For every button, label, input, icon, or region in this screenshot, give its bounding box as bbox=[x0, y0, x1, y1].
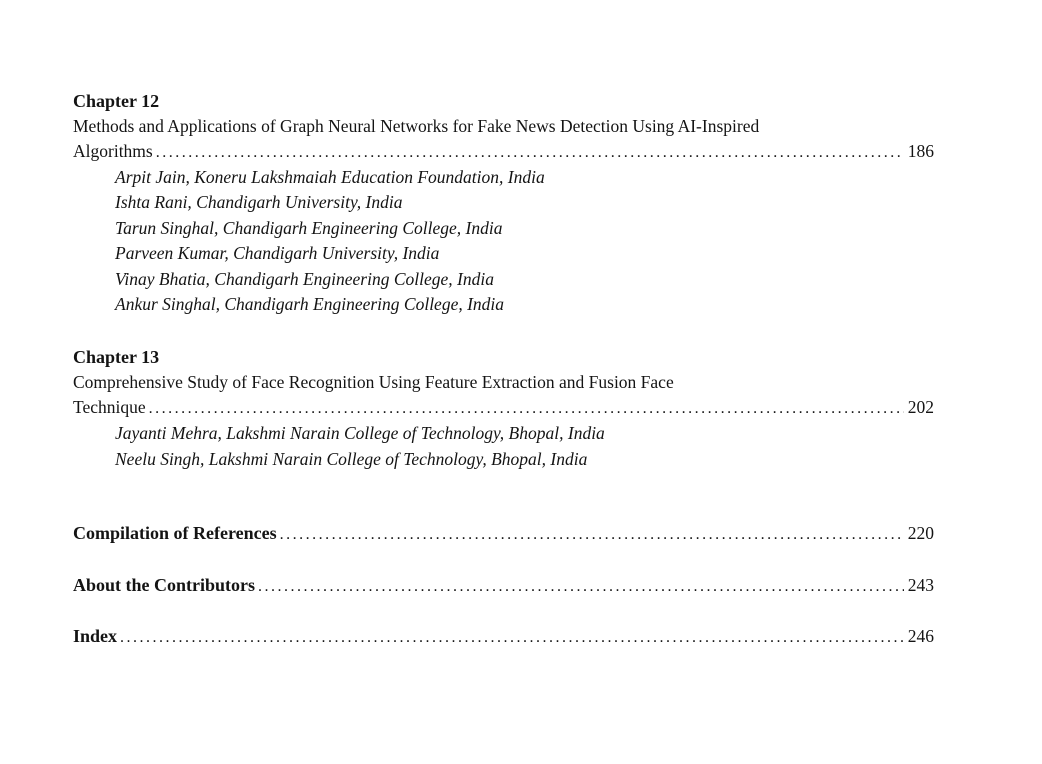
author-list bbox=[115, 165, 934, 317]
author-line: Ankur Singhal, Chandigarh Engineering College, India bbox=[115, 294, 505, 315]
back-matter-section bbox=[73, 521, 934, 650]
dotted-leader bbox=[280, 521, 904, 547]
page-number: 202 bbox=[907, 397, 934, 418]
dotted-leader bbox=[149, 395, 904, 421]
page-number: 220 bbox=[907, 523, 934, 544]
chapter-title-line-1: Methods and Applications of Graph Neural Networks for Fake News Detection Using AI-Inspired bbox=[73, 116, 760, 136]
author-line: Parveen Kumar, Chandigarh University, India bbox=[115, 243, 440, 264]
back-matter-entry-references bbox=[73, 521, 934, 547]
back-matter-title: Index bbox=[73, 626, 118, 647]
toc-chapter-12-entry bbox=[73, 88, 934, 317]
chapter-title-line-2: Algorithms bbox=[73, 141, 153, 161]
chapter-title-row bbox=[73, 139, 934, 165]
author-line: Arpit Jain, Koneru Lakshmaiah Education Foundation, India bbox=[115, 167, 545, 187]
chapter-heading: Chapter 13 bbox=[73, 347, 160, 368]
page-number: 186 bbox=[907, 141, 934, 161]
back-matter-title: Compilation of References bbox=[73, 523, 277, 544]
chapter-heading: Chapter 12 bbox=[73, 91, 160, 111]
dotted-leader bbox=[156, 139, 904, 165]
back-matter-title: About the Contributors bbox=[73, 574, 256, 595]
author-line: Jayanti Mehra, Lakshmi Narain College of Technology, Bhopal, India bbox=[115, 423, 605, 444]
back-matter-entry-contributors bbox=[73, 573, 934, 599]
toc-chapter-13-entry bbox=[73, 344, 934, 472]
back-matter-entry-index bbox=[73, 624, 934, 650]
chapter-title-row bbox=[73, 395, 934, 421]
author-list bbox=[115, 421, 934, 472]
page-number: 243 bbox=[907, 574, 934, 595]
dotted-leader bbox=[258, 573, 904, 599]
dotted-leader bbox=[120, 624, 904, 650]
author-line: Tarun Singhal, Chandigarh Engineering College, India bbox=[115, 217, 503, 238]
chapter-title-line-1: Comprehensive Study of Face Recognition Using Feature Extraction and Fusion Face bbox=[73, 372, 674, 393]
chapter-title-line-2: Technique bbox=[73, 397, 146, 418]
author-line: Vinay Bhatia, Chandigarh Engineering College, India bbox=[115, 268, 494, 289]
author-line: Ishta Rani, Chandigarh University, India bbox=[115, 192, 403, 213]
page-number: 246 bbox=[907, 626, 934, 647]
author-line: Neelu Singh, Lakshmi Narain College of Technology, Bhopal, India bbox=[115, 448, 588, 469]
